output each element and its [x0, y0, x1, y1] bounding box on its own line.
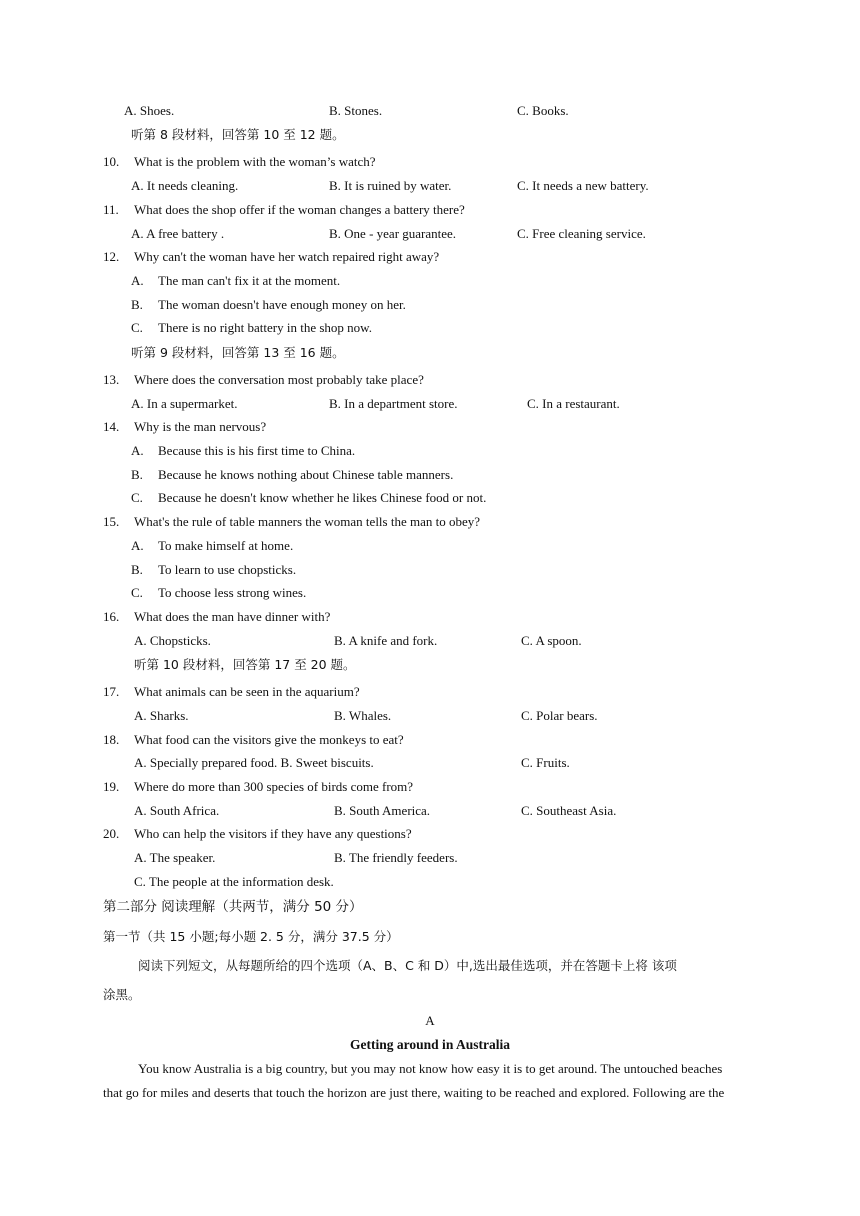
q19-number: 19.	[103, 779, 120, 794]
q17-option-c: C. Polar bears.	[521, 708, 598, 723]
q11-option-b: B. One - year guarantee.	[329, 226, 457, 241]
q12-option-b-letter: B.	[131, 297, 143, 312]
q9-option-c: C. Books.	[517, 103, 569, 118]
section1-title: 第一节（共 15 小题;每小题 2. 5 分，满分 37.5 分）	[103, 929, 399, 944]
section9-instruction: 听第 9 段材料，回答第 13 至 16 题。	[131, 345, 345, 360]
q20-number: 20.	[103, 826, 120, 841]
q9-option-a: A. Shoes.	[124, 103, 175, 118]
q14-option-b-text: Because he knows nothing about Chinese table manners.	[158, 467, 454, 482]
q19-text: Where do more than 300 species of birds come from?	[134, 779, 414, 794]
q20-option-a: A. The speaker.	[134, 850, 216, 865]
q12-option-b-text: The woman doesn't have enough money on her.	[158, 297, 406, 312]
q19-option-c: C. Southeast Asia.	[521, 803, 617, 818]
q15-option-b-letter: B.	[131, 562, 143, 577]
q15-option-a-text: To make himself at home.	[158, 538, 294, 553]
q16-option-c: C. A spoon.	[521, 633, 582, 648]
q10-text: What is the problem with the woman’s watch?	[134, 154, 376, 169]
q10-option-c: C. It needs a new battery.	[517, 178, 649, 193]
q14-number: 14.	[103, 419, 120, 434]
q11-option-c: C. Free cleaning service.	[517, 226, 646, 241]
passage-title: Getting around in Australia	[350, 1037, 510, 1052]
instruction-line-2: 涂黑。	[103, 987, 141, 1002]
q20-text: Who can help the visitors if they have any questions?	[134, 826, 412, 841]
q13-number: 13.	[103, 372, 120, 387]
q9-option-b: B. Stones.	[329, 103, 383, 118]
q12-option-c-letter: C.	[131, 320, 143, 335]
q15-option-c-letter: C.	[131, 585, 143, 600]
q15-number: 15.	[103, 514, 120, 529]
q13-option-c: C. In a restaurant.	[527, 396, 620, 411]
q14-option-c-text: Because he doesn't know whether he likes Chinese food or not.	[158, 490, 487, 505]
q17-option-b: B. Whales.	[334, 708, 392, 723]
q18-number: 18.	[103, 732, 120, 747]
q16-option-a: A. Chopsticks.	[134, 633, 211, 648]
section10-instruction: 听第 10 段材料，回答第 17 至 20 题。	[134, 657, 356, 672]
q12-option-c-text: There is no right battery in the shop now.	[158, 320, 372, 335]
q11-option-a: A. A free battery .	[131, 226, 225, 241]
q13-option-a: A. In a supermarket.	[131, 396, 238, 411]
q14-option-a-letter: A.	[131, 443, 144, 458]
q18-option-c: C. Fruits.	[521, 755, 570, 770]
q15-text: What's the rule of table manners the woman tells the man to obey?	[134, 514, 481, 529]
passage-line-1: You know Australia is a big country, but you may not know how easy it is to get around. The untouched beaches	[138, 1061, 723, 1076]
q17-option-a: A. Sharks.	[134, 708, 189, 723]
q11-text: What does the shop offer if the woman changes a battery there?	[134, 202, 465, 217]
q17-text: What animals can be seen in the aquarium?	[134, 684, 360, 699]
q19-option-a: A. South Africa.	[134, 803, 220, 818]
q15-option-c-text: To choose less strong wines.	[158, 585, 307, 600]
q12-option-a-letter: A.	[131, 273, 144, 288]
q18-text: What food can the visitors give the monkeys to eat?	[134, 732, 404, 747]
q18-option-ab: A. Specially prepared food. B. Sweet biscuits.	[134, 755, 374, 770]
section8-instruction: 听第 8 段材料，回答第 10 至 12 题。	[131, 127, 345, 142]
q12-text: Why can't the woman have her watch repaired right away?	[134, 249, 440, 264]
q11-number: 11.	[103, 202, 119, 217]
q16-text: What does the man have dinner with?	[134, 609, 331, 624]
q17-number: 17.	[103, 684, 120, 699]
q19-option-b: B. South America.	[334, 803, 431, 818]
q12-option-a-text: The man can't fix it at the moment.	[158, 273, 341, 288]
part2-title: 第二部分 阅读理解（共两节，满分 50 分）	[103, 899, 363, 915]
q10-number: 10.	[103, 154, 120, 169]
q14-text: Why is the man nervous?	[134, 419, 267, 434]
q15-option-a-letter: A.	[131, 538, 144, 553]
q20-option-b: B. The friendly feeders.	[334, 850, 458, 865]
q16-option-b: B. A knife and fork.	[334, 633, 438, 648]
passage-letter: A	[425, 1013, 435, 1028]
q13-text: Where does the conversation most probably take place?	[134, 372, 424, 387]
q10-option-a: A. It needs cleaning.	[131, 178, 239, 193]
q10-option-b: B. It is ruined by water.	[329, 178, 452, 193]
q16-number: 16.	[103, 609, 120, 624]
instruction-line-1: 阅读下列短文，从每题所给的四个选项（A、B、C 和 D）中,选出最佳选项，并在答题卡上将 该项	[138, 958, 677, 973]
q12-number: 12.	[103, 249, 120, 264]
passage-line-2: that go for miles and deserts that touch the horizon are just there, waiting to be reached and explored. Following are the	[103, 1085, 725, 1100]
q20-option-c: C. The people at the information desk.	[134, 874, 334, 889]
q15-option-b-text: To learn to use chopsticks.	[158, 562, 297, 577]
q13-option-b: B. In a department store.	[329, 396, 458, 411]
q14-option-b-letter: B.	[131, 467, 143, 482]
q14-option-c-letter: C.	[131, 490, 143, 505]
q14-option-a-text: Because this is his first time to China.	[158, 443, 356, 458]
